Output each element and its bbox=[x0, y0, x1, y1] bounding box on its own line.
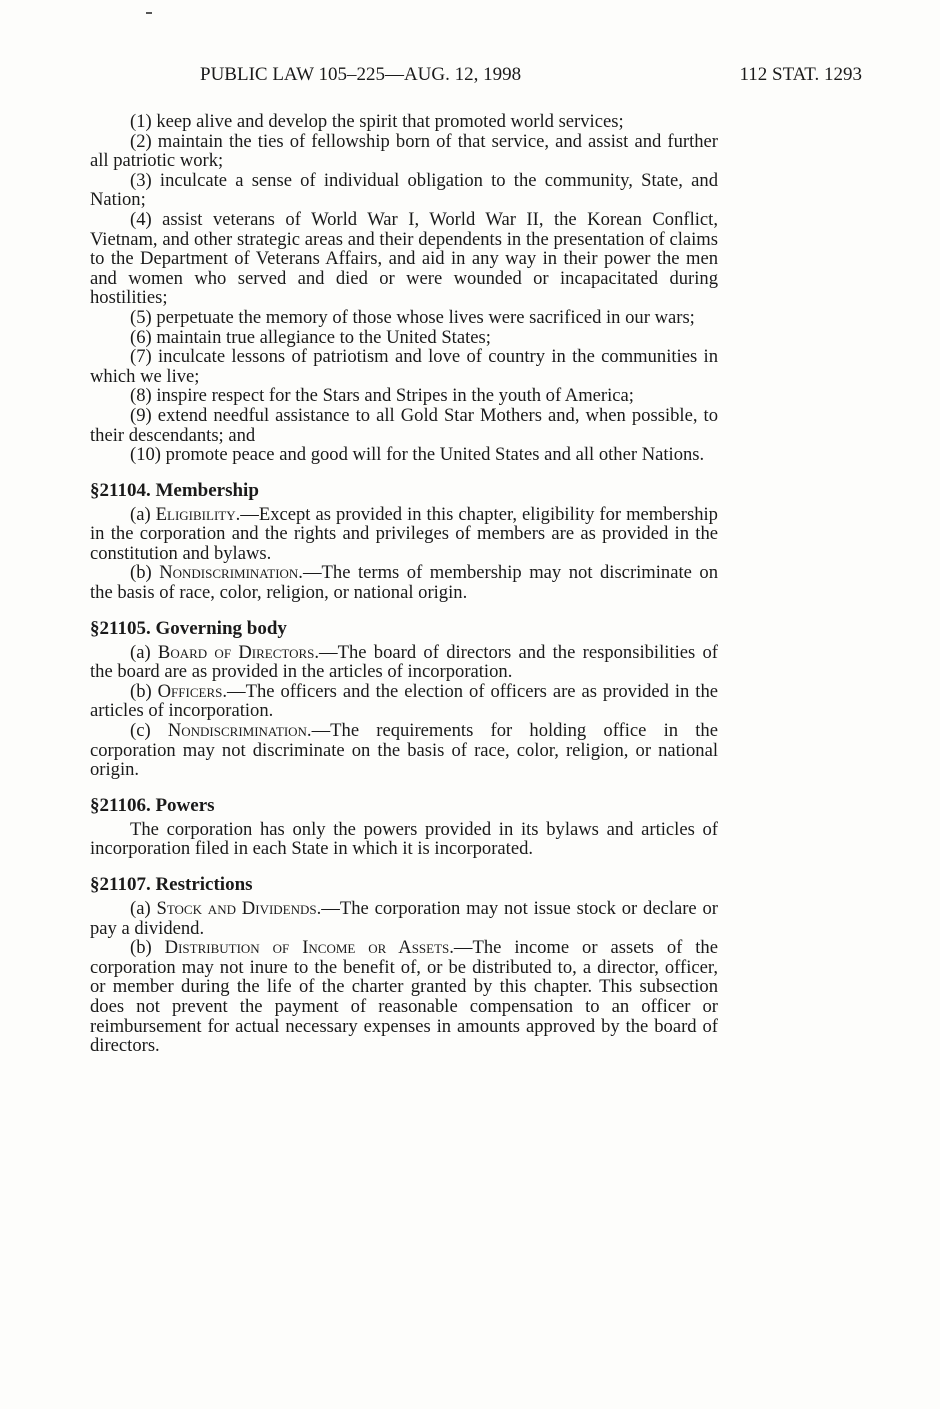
purpose-item: (10) promote peace and good will for the United States and all other Nations. bbox=[130, 444, 705, 466]
document-body bbox=[90, 110, 718, 1056]
section-heading-membership: §21104. Membership bbox=[90, 479, 259, 501]
purpose-item: (6) maintain true allegiance to the United States; bbox=[130, 326, 491, 348]
scan-mark bbox=[146, 12, 152, 14]
subsection-distribution: (b) Distribution of Income or Assets.—The income or assets of the corporation may not inure to the benefit of, or be distributed to, a director, officer, or member during the life of the charter granted by this chapter. This subsection does not prevent the payment of reasonable compensation to an officer or reimbursement for actual necessary expenses in amounts approved by the board of directors. bbox=[90, 937, 718, 1057]
subsection-stock-dividends: (a) Stock and Dividends.—The corporation may not issue stock or declare or pay a dividend. bbox=[90, 898, 719, 939]
header-stat-page: 112 STAT. 1293 bbox=[739, 64, 862, 85]
purpose-item: (9) extend needful assistance to all Gold Star Mothers and, when possible, to their descendants; and bbox=[90, 404, 718, 446]
powers-text: The corporation has only the powers provided in its bylaws and articles of incorporation filed in each State in which it is incorporated. bbox=[90, 818, 718, 860]
purpose-item: (2) maintain the ties of fellowship born of that service, and assist and further all patriotic work; bbox=[90, 130, 718, 172]
section-heading-powers: §21106. Powers bbox=[90, 794, 215, 816]
purpose-item: (4) assist veterans of World War I, World War II, the Korean Conflict, Vietnam, and other strategic areas and their dependents in the presentation of claims to the Department of Veterans Affairs, and aid in any way in their power the men and women who served and died or were wounded or incapacitated during hostilities; bbox=[90, 208, 718, 309]
section-heading-restrictions: §21107. Restrictions bbox=[90, 874, 253, 895]
purpose-item: (3) inculcate a sense of individual obligation to the community, State, and Nation; bbox=[90, 169, 718, 211]
subsection-board-of-directors: (a) Board of Directors.—The board of directors and the responsibilities of the board are as provided in the articles of incorporation. bbox=[90, 641, 718, 683]
subsection-nondiscrimination: (b) Nondiscrimination.—The terms of membership may not discriminate on the basis of race, color, religion, or national origin. bbox=[90, 562, 718, 604]
header-citation: PUBLIC LAW 105–225—AUG. 12, 1998 bbox=[200, 64, 522, 85]
purpose-item: (7) inculcate lessons of patriotism and love of country in the communities in which we live; bbox=[90, 346, 718, 387]
subsection-eligibility: (a) Eligibility.—Except as provided in this chapter, eligibility for membership in the corporation and the rights and privileges of members are as provided in the constitution and bylaws. bbox=[90, 503, 718, 564]
purpose-item: (1) keep alive and develop the spirit that promoted world services; bbox=[130, 111, 624, 132]
purpose-item: (8) inspire respect for the Stars and Stripes in the youth of America; bbox=[130, 385, 634, 407]
purpose-item: (5) perpetuate the memory of those whose lives were sacrificed in our wars; bbox=[130, 306, 695, 328]
subsection-nondiscrimination: (c) Nondiscrimination.—The requirements for holding office in the corporation may not discriminate on the basis of race, color, religion, or national origin. bbox=[90, 720, 718, 781]
section-heading-governing-body: §21105. Governing body bbox=[90, 617, 287, 639]
subsection-officers: (b) Officers.—The officers and the election of officers are as provided in the articles of incorporation. bbox=[90, 680, 718, 722]
